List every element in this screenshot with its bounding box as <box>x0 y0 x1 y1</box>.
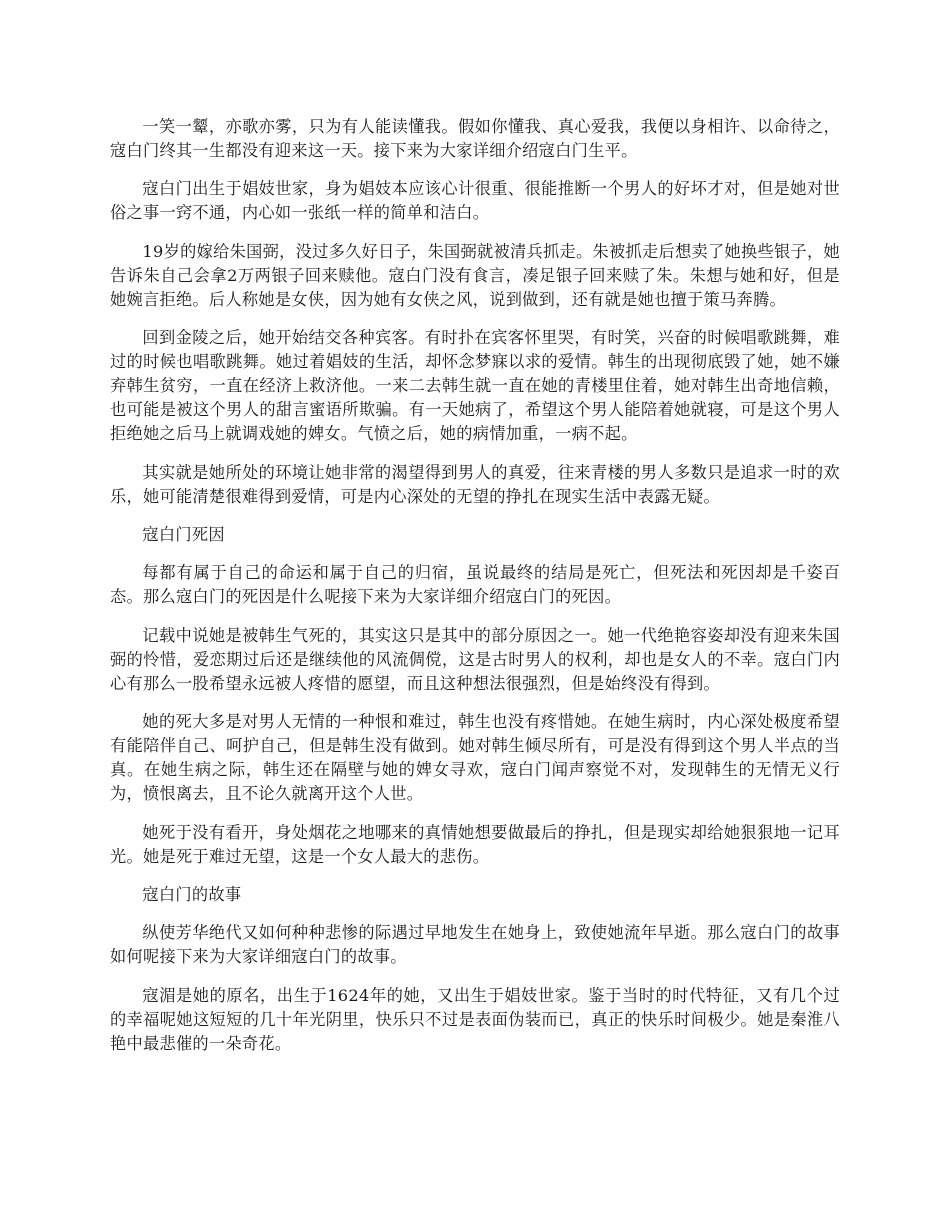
paragraph-intro: 一笑一颦，亦歌亦雾，只为有人能读懂我。假如你懂我、真心爱我，我便以身相许、以命待之，寇白门终其一生都没有迎来这一天。接下来为大家详细介绍寇白门生平。 <box>110 117 840 160</box>
paragraph-death-summary: 她死于没有看开，身处烟花之地哪来的真情她想要做最后的挣扎，但是现实却给她狠狠地一记耳光。她是死于难过无望，这是一个女人最大的悲伤。 <box>110 822 840 866</box>
paragraph-story-intro: 纵使芳华绝代又如何种种悲惨的际遇过早地发生在她身上，致使她流年早逝。那么寇白门的故事如何呢接下来为大家详细寇白门的故事。 <box>110 923 840 967</box>
section-heading-story: 寇白门的故事 <box>142 884 242 904</box>
paragraph-marriage: 19岁的嫁给朱国弼，没过多久好日子，朱国弼就被清兵抓走。朱被抓走后想卖了她换些银子，她告诉朱自己会拿2万两银子回来赎他。寇白门没有食言，凑足银子回来赎了朱。朱想与她和好，但是她婉言拒绝。后人称她是女侠，因为她有女侠之风，说到做到，还有就是她也擅于策马奔腾。 <box>110 241 840 309</box>
paragraph-death-intro: 每都有属于自己的命运和属于自己的归宿，虽说最终的结局是死亡，但死法和死因却是千姿百态。那么寇白门的死因是什么呢接下来为大家详细介绍寇白门的死因。 <box>110 563 840 607</box>
paragraph-death-detail: 她的死大多是对男人无情的一种恨和难过，韩生也没有疼惜她。在她生病时，内心深处极度希望有能陪伴自己、呵护自己，但是韩生没有做到。她对韩生倾尽所有，可是没有得到这个男人半点的当真。在她生病之际，韩生还在隔壁与她的婢女寻欢，寇白门闻声察觉不对，发现韩生的无情无义行为，愤恨离去，且不论久就离开这个人世。 <box>110 712 840 804</box>
paragraph-birth: 寇白门出生于娼妓世家，身为娼妓本应该心计很重、很能推断一个男人的好坏才对，但是她对世俗之事一窍不通，内心如一张纸一样的简单和洁白。 <box>110 179 840 223</box>
paragraph-death-record: 记载中说她是被韩生气死的，其实这只是其中的部分原因之一。她一代绝艳容姿却没有迎来朱国弼的怜惜，爱恋期过后还是继续他的风流倜傥，这是古时男人的权利，却也是女人的不幸。寇白门内心有那么一股希望永远被人疼惜的愿望，而且这种想法很强烈，但是始终没有得到。 <box>110 625 840 693</box>
paragraph-environment: 其实就是她所处的环境让她非常的渴望得到男人的真爱，往来青楼的男人多数只是追求一时的欢乐，她可能清楚很难得到爱情，可是内心深处的无望的挣扎在现实生活中表露无疑。 <box>110 462 840 506</box>
paragraph-story-detail: 寇湄是她的原名，出生于1624年的她，又出生于娼妓世家。鉴于当时的时代特征，又有几个过的幸福呢她这短短的几十年光阴里，快乐只不过是表面伪装而已，真正的快乐时间极少。她是秦淮八艳中最悲催的一朵奇花。 <box>110 985 840 1053</box>
document-page <box>110 115 840 1070</box>
paragraph-jinling: 回到金陵之后，她开始结交各种宾客。有时扑在宾客怀里哭，有时笑，兴奋的时候唱歌跳舞，难过的时候也唱歌跳舞。她过着娼妓的生活，却怀念梦寐以求的爱情。韩生的出现彻底毁了她，她不嫌弃韩生贫穷，一直在经济上救济他。一来二去韩生就一直在她的青楼里住着，她对韩生出奇地信赖，也可能是被这个男人的甜言蜜语所欺骗。有一天她病了，希望这个男人能陪着她就寝，可是这个男人拒绝她之后马上就调戏她的婢女。气愤之后，她的病情加重，一病不起。 <box>110 328 840 444</box>
section-heading-death-cause: 寇白门死因 <box>142 524 225 544</box>
